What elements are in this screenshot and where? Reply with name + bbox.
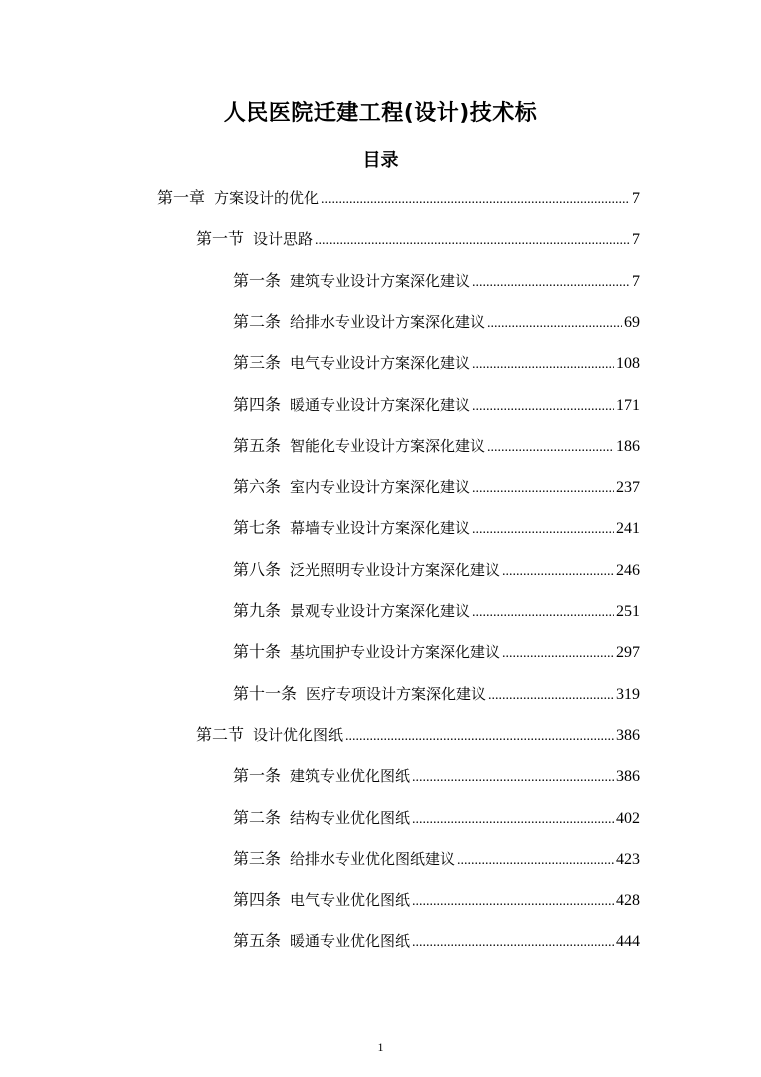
toc-entry-prefix: 第三条 — [233, 353, 282, 373]
toc-entry-prefix: 第五条 — [233, 931, 282, 951]
toc-entry[interactable] — [233, 597, 640, 625]
toc-entry-prefix: 第八条 — [233, 559, 282, 579]
toc-entry-prefix: 第一章 — [157, 188, 206, 207]
toc-entry-prefix: 第二条 — [233, 311, 282, 331]
document-title: 人民医院迁建工程(设计)技术标 — [223, 101, 538, 126]
toc-entry[interactable] — [233, 349, 640, 377]
toc-entry[interactable] — [233, 804, 640, 832]
toc-entry[interactable] — [233, 391, 640, 419]
toc-entry-page: 386 — [616, 768, 640, 786]
toc-entry-page: 386 — [616, 726, 640, 744]
toc-leader-dots — [315, 227, 630, 255]
toc-entry-page: 319 — [616, 685, 640, 703]
toc-entry[interactable] — [233, 473, 640, 501]
toc-entry-prefix: 第九条 — [233, 601, 282, 620]
toc-entry-page: 7 — [632, 190, 640, 207]
toc-entry[interactable] — [233, 514, 640, 542]
toc-leader-dots — [457, 847, 614, 875]
toc-entry-prefix: 第一条 — [233, 270, 282, 290]
toc-entry[interactable] — [233, 762, 640, 790]
toc-entry[interactable] — [233, 638, 640, 666]
toc-entry-prefix: 第四条 — [233, 890, 282, 910]
toc-leader-dots — [472, 516, 614, 544]
toc-entry-prefix: 第五条 — [233, 435, 282, 455]
toc-entry-page: 171 — [616, 396, 640, 414]
toc-entry-page: 237 — [616, 479, 640, 497]
toc-leader-dots — [472, 393, 614, 421]
toc-entry-label: 基坑围护专业设计方案深化建议 — [290, 643, 501, 662]
toc-entry-prefix: 第三条 — [233, 848, 282, 868]
toc-entry-prefix: 第一条 — [233, 766, 282, 786]
toc-leader-dots — [321, 186, 630, 214]
toc-entry-label: 设计优化图纸 — [253, 725, 344, 744]
toc-entry-page: 444 — [616, 933, 640, 951]
toc-leader-dots — [487, 434, 614, 462]
toc-entry[interactable] — [233, 680, 640, 708]
page-number: 1 — [377, 1040, 384, 1054]
toc-entry-prefix: 第一节 — [196, 229, 245, 249]
toc-entry-prefix: 第二条 — [233, 807, 282, 827]
toc-entry-page: 108 — [616, 355, 640, 373]
toc-entry-label: 给排水专业设计方案深化建议 — [290, 312, 486, 331]
toc-leader-dots — [412, 764, 614, 792]
toc-leader-dots — [502, 640, 614, 668]
toc-leader-dots — [412, 888, 614, 916]
toc-entry-prefix: 第四条 — [233, 394, 282, 414]
toc-leader-dots — [412, 806, 614, 834]
toc-entry-page: 423 — [616, 850, 640, 868]
toc-entry[interactable] — [233, 556, 640, 584]
toc-leader-dots — [472, 269, 630, 297]
toc-entry-label: 暖通专业设计方案深化建议 — [290, 395, 471, 414]
toc-entry-page: 69 — [624, 313, 640, 331]
toc-entry-label: 暖通专业优化图纸 — [290, 932, 411, 951]
toc-entry-page: 402 — [616, 809, 640, 827]
toc-entry[interactable] — [196, 225, 640, 253]
toc-entry-label: 结构专业优化图纸 — [290, 808, 411, 827]
toc-entry-page: 428 — [616, 892, 640, 910]
toc-leader-dots — [345, 723, 614, 751]
toc-entry[interactable] — [233, 267, 640, 295]
toc-leader-dots — [472, 475, 614, 503]
toc-entry-prefix: 第六条 — [233, 477, 282, 497]
toc-entry[interactable] — [233, 432, 640, 460]
toc-entry-label: 建筑专业优化图纸 — [290, 767, 411, 786]
toc-entry-label: 方案设计的优化 — [214, 189, 320, 207]
toc-entry-page: 246 — [616, 561, 640, 579]
toc-entry-prefix: 第七条 — [233, 518, 282, 538]
toc-entry-label: 泛光照明专业设计方案深化建议 — [290, 560, 501, 579]
toc-leader-dots — [472, 351, 614, 379]
toc-entry-prefix: 第十条 — [233, 642, 282, 662]
toc-entry-label: 医疗专项设计方案深化建议 — [306, 684, 487, 703]
toc-entry[interactable] — [233, 308, 640, 336]
toc-entry-label: 设计思路 — [253, 230, 314, 249]
toc-entry-label: 室内专业设计方案深化建议 — [290, 478, 471, 497]
toc-heading: 目录 — [362, 150, 399, 171]
toc-entry-label: 电气专业设计方案深化建议 — [290, 354, 471, 373]
toc-entry-prefix: 第二节 — [196, 724, 245, 744]
toc-leader-dots — [487, 310, 622, 338]
toc-entry-label: 建筑专业设计方案深化建议 — [290, 271, 471, 290]
toc-entry-page: 186 — [616, 437, 640, 455]
toc-entry-label: 给排水专业优化图纸建议 — [290, 849, 456, 868]
toc-leader-dots — [502, 558, 614, 586]
toc-entry-page: 297 — [616, 644, 640, 662]
toc-entry[interactable] — [233, 927, 640, 955]
toc-entry-prefix: 第十一条 — [233, 683, 298, 703]
toc-leader-dots — [412, 929, 614, 957]
toc-entry-page: 7 — [632, 231, 640, 249]
toc-entry-page: 251 — [616, 603, 640, 620]
toc-entry-label: 电气专业优化图纸 — [290, 891, 411, 910]
toc-leader-dots — [472, 599, 614, 627]
toc-leader-dots — [488, 682, 614, 710]
toc-entry[interactable] — [233, 845, 640, 873]
toc-entry[interactable] — [157, 184, 640, 212]
toc-entry-page: 7 — [632, 272, 640, 290]
toc-entry[interactable] — [233, 886, 640, 914]
toc-entry-label: 智能化专业设计方案深化建议 — [290, 436, 486, 455]
toc-entry-page: 241 — [616, 520, 640, 538]
toc-entry[interactable] — [196, 721, 640, 749]
toc-entry-label: 景观专业设计方案深化建议 — [290, 602, 471, 620]
toc-entry-label: 幕墙专业设计方案深化建议 — [290, 519, 471, 538]
